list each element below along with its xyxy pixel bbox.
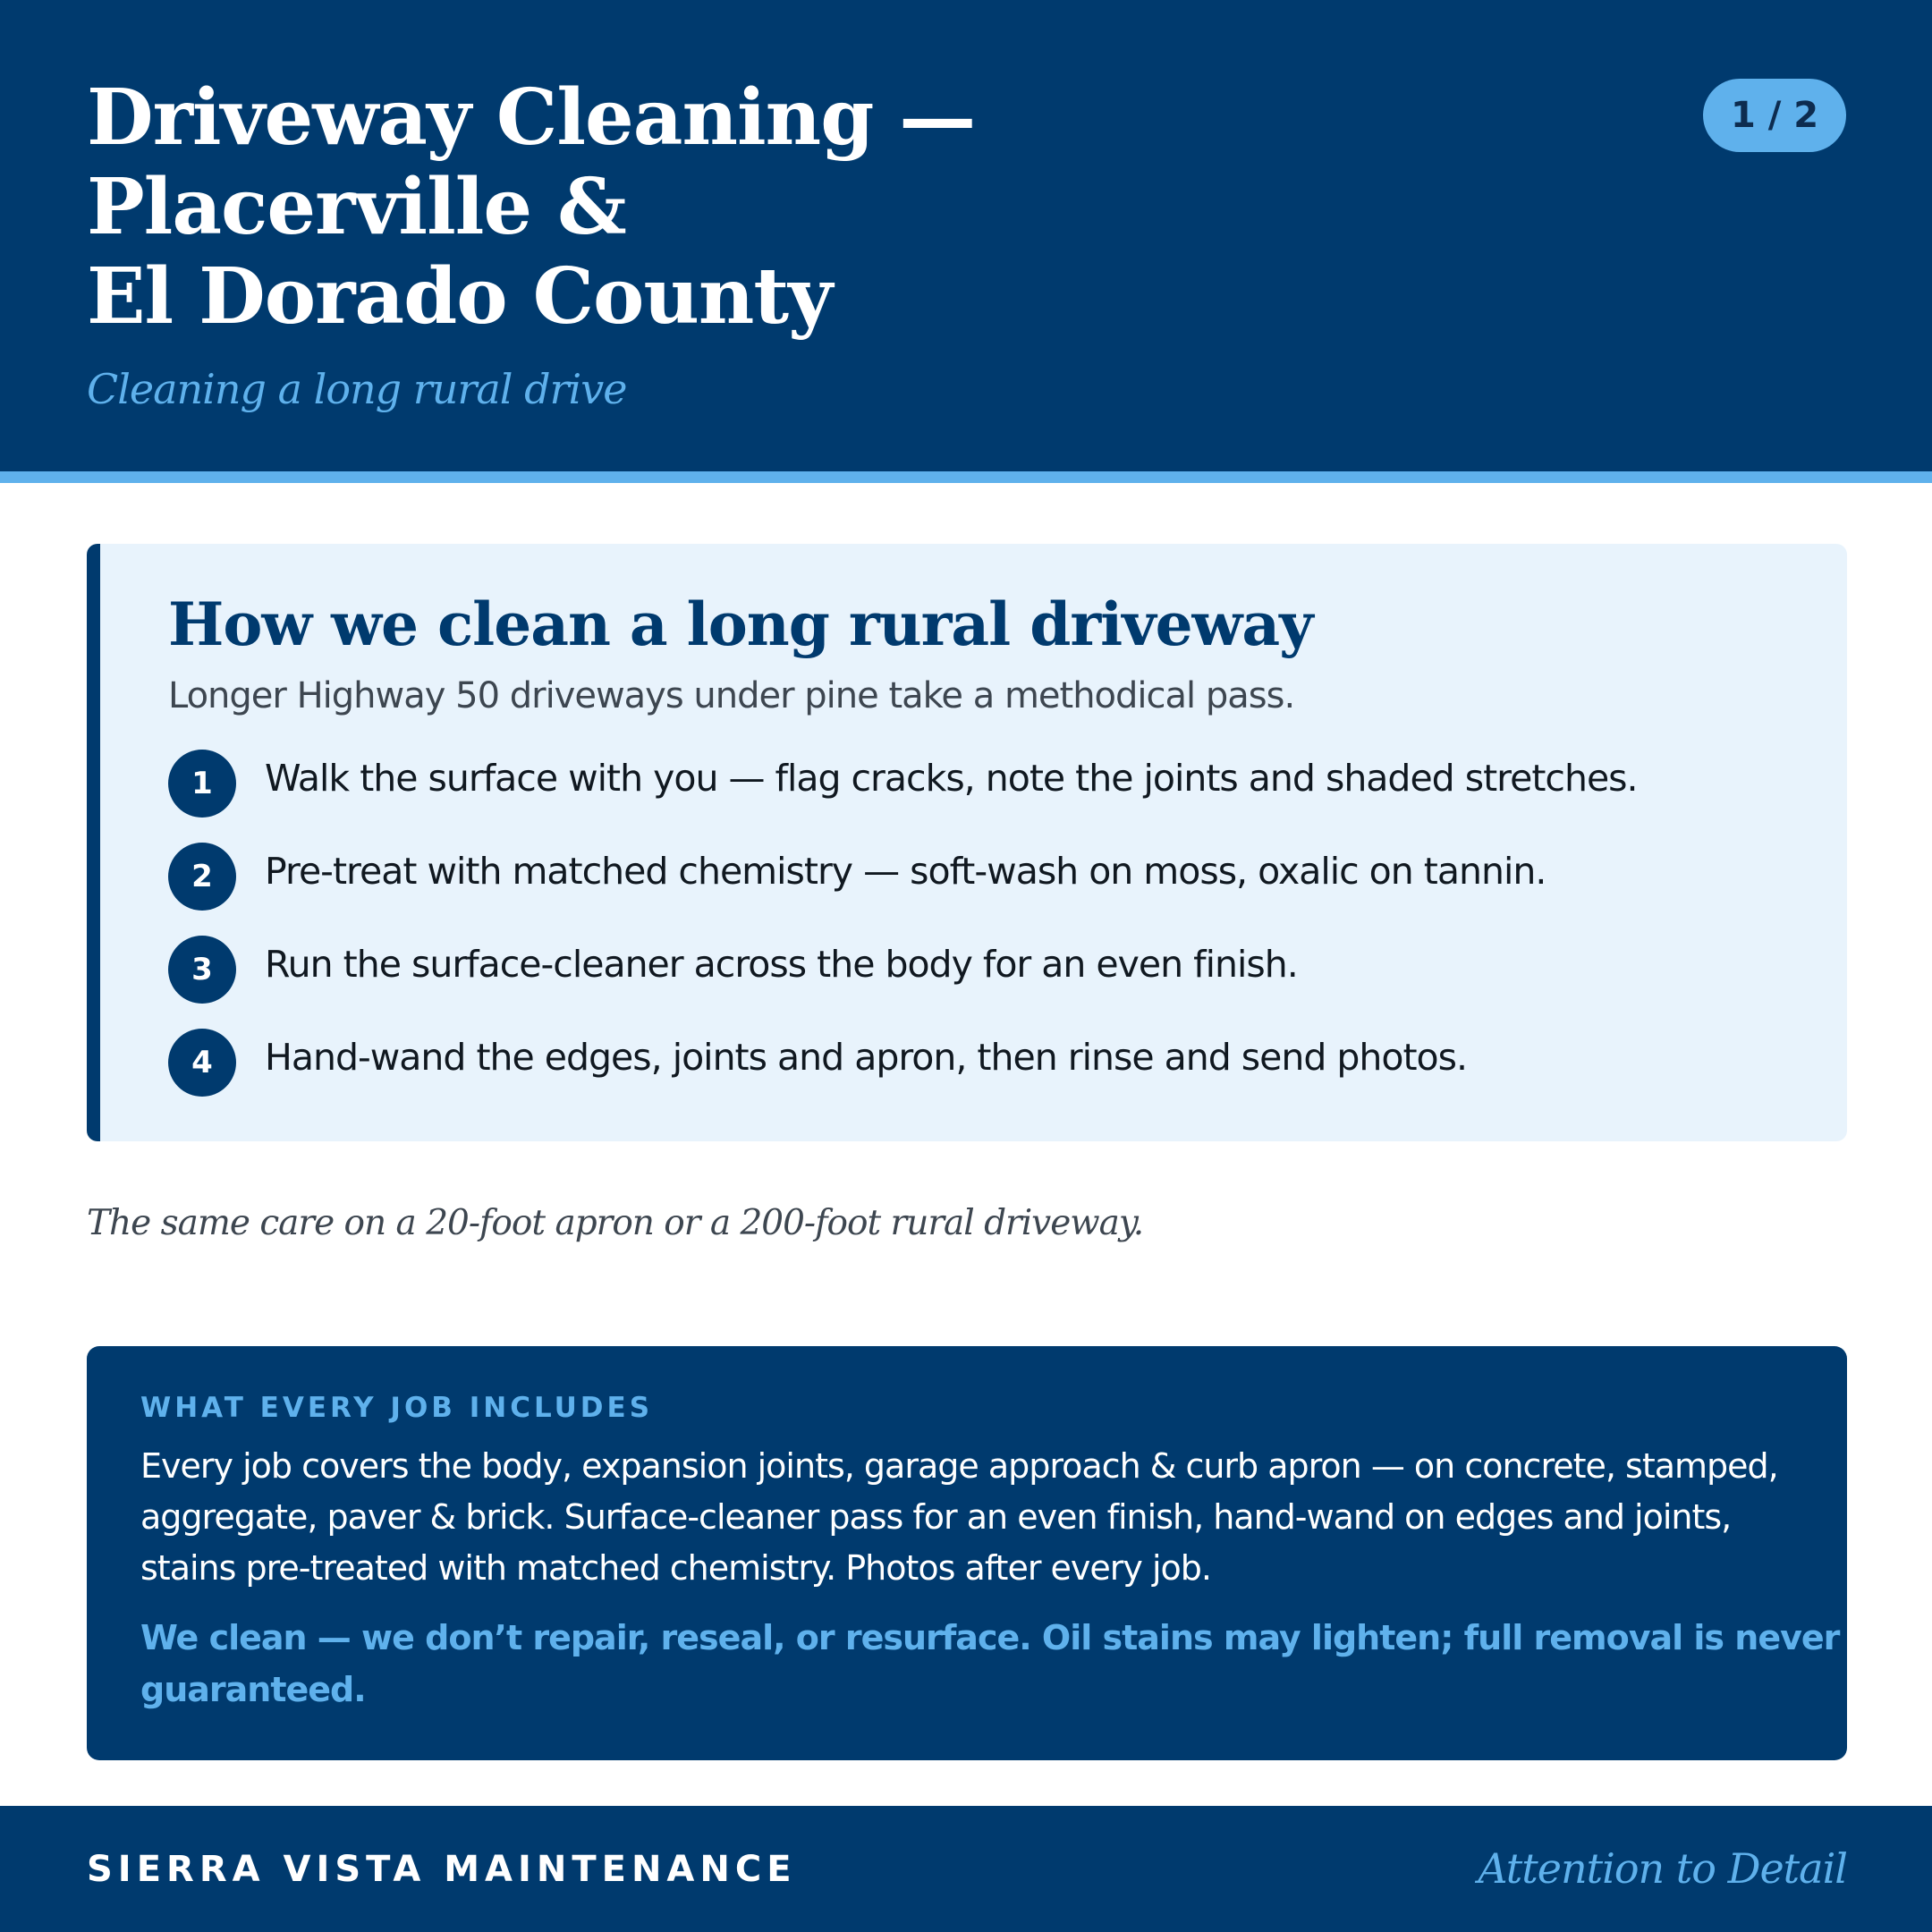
- page-subtitle: Cleaning a long rural drive: [87, 365, 627, 413]
- step-item: [168, 843, 1832, 911]
- step-item: [168, 936, 1832, 1004]
- footer-bar: [0, 1806, 1932, 1932]
- step-text: Hand-wand the edges, joints and apron, then rinse and send photos.: [265, 1036, 1468, 1079]
- tagline: The same care on a 20-foot apron or a 200-foot rural driveway.: [87, 1203, 1144, 1243]
- disclaimer-line: We clean — we don’t repair, reseal, or resurface. Oil stains may lighten; full removal is never: [140, 1618, 1840, 1657]
- includes-body-line: stains pre-treated with matched chemistry. Photos after every job.: [140, 1548, 1211, 1588]
- brand-name: SIERRA VISTA MAINTENANCE: [87, 1849, 797, 1890]
- includes-body-line: Every job covers the body, expansion joints, garage approach & curb apron — on concrete, stamped,: [140, 1446, 1778, 1486]
- step-number-badge: 4: [168, 1029, 236, 1097]
- steps-intro: Longer Highway 50 driveways under pine take a methodical pass.: [168, 675, 1295, 716]
- includes-body: [140, 1441, 1804, 1594]
- header-banner: [0, 0, 1932, 471]
- process-steps-card: [87, 544, 1847, 1141]
- step-item: [168, 1029, 1832, 1097]
- brand-motto: Attention to Detail: [1478, 1844, 1847, 1893]
- step-number-badge: 3: [168, 936, 236, 1004]
- header-divider: [0, 471, 1932, 483]
- step-text: Pre-treat with matched chemistry — soft-wash on moss, oxalic on tannin.: [265, 850, 1546, 893]
- step-item: [168, 750, 1832, 818]
- step-number-badge: 1: [168, 750, 236, 818]
- disclaimer-note: [140, 1612, 1840, 1716]
- steps-heading: How we clean a long rural driveway: [168, 589, 1313, 659]
- step-number-badge: 2: [168, 843, 236, 911]
- includes-label: WHAT EVERY JOB INCLUDES: [140, 1392, 654, 1424]
- disclaimer-line: guaranteed.: [140, 1670, 366, 1709]
- title-line: Driveway Cleaning —: [87, 72, 976, 163]
- step-text: Walk the surface with you — flag cracks, note the joints and shaded stretches.: [265, 757, 1638, 800]
- title-line: Placerville &: [87, 162, 626, 252]
- step-text: Run the surface-cleaner across the body for an even finish.: [265, 943, 1298, 986]
- job-includes-card: [87, 1346, 1847, 1760]
- page-indicator-badge: 1 / 2: [1703, 79, 1846, 152]
- title-line: El Dorado County: [87, 251, 833, 342]
- page-title: [87, 73, 1339, 342]
- includes-body-line: aggregate, paver & brick. Surface-cleaner pass for an even finish, hand-wand on edges and joints,: [140, 1497, 1732, 1537]
